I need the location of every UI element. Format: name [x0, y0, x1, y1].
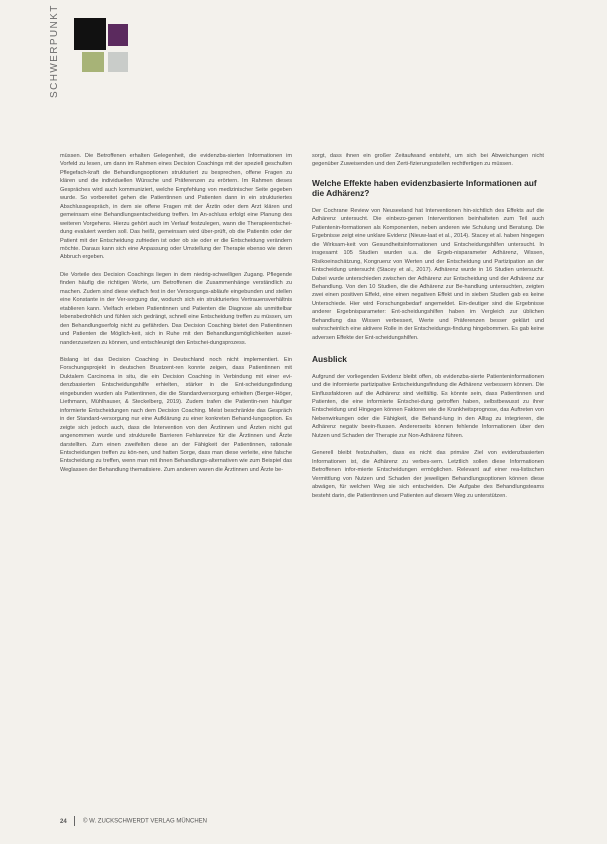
logo-square-purple [108, 24, 128, 46]
logo-square-green [82, 52, 104, 72]
logo-square-grey [108, 52, 128, 72]
footer-divider [74, 816, 75, 826]
publisher-credit: © W. ZUCKSCHWERDT VERLAG MÜNCHEN [83, 818, 208, 825]
body-paragraph: müssen. Die Betroffenen erhalten Gelegenheit, die evidenzba-sierten Informationen im Vorfeld zu lesen, um dann im Rahmen eines Decision Coachings mit der speziell geschulten Pflegefach-kraft die Behandlungsoptionen strukturiert zu besprechen, offene Fragen zu klären und die individuellen Wünsche und Präferenzen zu erörtern. Im Rahmen dieses Gespräches wird auch kommuniziert, welche Empfehlung von medizinischer Seite gegeben wurde. So vorbereitet gehen die Patientinnen und Patienten dann in ein strukturiertes Abschlussgespräch, in dem sie offene Fragen mit der Ärztin oder dem Arzt klären und gemeinsam eine Behandlungsentscheidung treffen. Im An-schluss erfolgt eine Planung des weiteren Vorgehens. Hierzu gehört auch im Verlauf festzulegen, wann die Therapieentschei-dung evaluiert werden soll. Das heißt, gemeinsam wird über-prüft, ob die Patientin oder der Patient mit der Entscheidung zufrieden ist oder ob sie oder er die Entscheidung verändern möchte. Daraus kann sich eine Anpassung oder Umstellung der Therapie ebenso wie deren Abbruch ergeben. [60, 153, 292, 261]
right-column [312, 152, 544, 509]
left-column [60, 152, 292, 483]
body-paragraph: sorgt, dass ihnen ein großer Zeitaufwand entsteht, um sich bei Abweichungen nicht gegenüber Zuweisenden und den Zerti-fizierungsstellen rechtfertigen zu müssen. [312, 153, 544, 168]
section-heading-outlook: Ausblick [312, 354, 347, 365]
body-paragraph: Aufgrund der vorliegenden Evidenz bleibt offen, ob evidenzba-sierte Patienteninformationen und die informierte partizipative Entscheidungsfindung die Adhärenz verbessern können. Die Einflussfaktoren auf die Adhärenz sind vielfältig. Es könnte sein, dass Patientinnen und Patienten, die eine informierte Entschei-dung getroffen haben, selbstbewusst zu ihrer Entscheidung und Hingegen können Faktoren wie die Krankheitsprognose, das Auftreten von Nebenwirkungen oder die Fähigkeit, die Behand-lung in den Alltag zu integrieren, die Adhärenz negativ beein-flussen. Andererseits können fehlende Informationen über den Nutzen und Schaden der Therapie zur Non-Adhärenz führen. [312, 373, 544, 439]
page-footer [60, 816, 207, 826]
body-paragraph: Der Cochrane Review von Neuseeland hat Interventionen hin-sichtlich des Effekts auf die Adhärenz untersucht. Die einbezo-genen Interventionen beinhalteten zum Teil auch Patientenin-formationen als Komponenten, neben anderen wie Schulung und Beratung. Die Ergebnisse zeigt eine unklare Evidenz (Nieuw-laat et al., 2014). Stacey et al. haben hingegen die Wirksam-keit von Gesundheitsinformationen und Entscheidungshilfen untersucht. In insgesamt 105 Studien wurden u.a. die Ergeb-nisparameter Adhärenz, Wissen, Risikoeinschätzung, Kongruenz von Werten und der Entscheidung und Partizipation an der Entscheidung untersucht (Stacey et al., 2017). Adhärenz wurde in 16 Studien untersucht. Dabei wurde unterschieden zwischen der Adhärenz zur Entscheidung und der Adhärenz zur Behandlung. Von den 10 Studien, die die Adhärenz zur Be-handlung untersuchten, zeigten zwei einen positiven Effekt, eine einen negativen Effekt und in sieben Studien gab es keine Unterschiede. Hier wird Forschungsbedarf angemeldet. Ein-deutiger sind die Ergebnisse anderer Ergebnisparameter: Ent-scheidungshilfen haben im Vergleich zur üblichen Behandlung das Wissen verbessert, Werte und Präferenzen besser geklärt und wahrscheinlich eine aktivere Rolle in der Entscheidungs-findung hingebommen. Es gab keine adversen Effekte der Ent-scheidungshilfen. [312, 207, 544, 341]
page-number: 24 [60, 818, 67, 825]
section-tag-label: SCHWERPUNKT [49, 4, 60, 98]
body-paragraph: Bislang ist das Decision Coaching in Deutschland noch nicht implementiert. Ein Forschungsprojekt in deutschen Brustzent-ren konnte zeigen, dass Patientinnen mit Duktalem Carcinoma in situ, die ein Decision Coaching in Verbindung mit einer evi-denzbasierten Entscheidungshilfe erhielten, stärker in die Ent-scheidungsfindung eingebunden wurden als Patientinnen, die die Standardversorgung erhielten (Berger-Höger, Liethmann, Mühlhauser, & Steckelberg, 2019). Zudem trafen die Patientin-nen häufiger informierte Entscheidungen nach dem Decision Coaching. Meist beschränkte das Gespräch in der Standard-versorgung nur eine Aufklärung zu einer konkreten Behand-lungsoption. Es zeigte sich jedoch auch, dass die Intervention von den Ärztinnen und Ärzten nicht gut angenommen wurde und strukturelle Barrieren Fehlanreize für die Ärztinnen und Ärzte darstellten. Zum einen zweifelten diese an der Fähigkeit der Patientinnen, rationale Entscheidungen treffen zu kön-nen, und hatten Sorge, dass man diese verleite, eine falsche Entscheidung zu treffen, wenn man mit ihnen Behandlungs-alternativen wie zum Beispiel das Weglassen der Behandlung thematisiere. Zum anderen waren die Ärztinnen und Ärzte be- [60, 356, 292, 473]
section-heading-adherence: Welche Effekte haben evidenzbasierte Informationen auf die Adhärenz? [312, 177, 537, 199]
logo-square-black [74, 18, 106, 50]
section-logo [74, 18, 130, 74]
section-tag [48, 4, 62, 98]
body-paragraph: Generell bleibt festzuhalten, dass es nicht das primäre Ziel von evidenzbasierten Informationen ist, die Adhärenz zu verbes-sern. Letztlich sollen diese Informationen Betroffenen infor-mierte Entscheidungen ermöglichen. Relevant auf einer rea-listischen Vermittlung von Nutzen und Schaden der jeweiligen Behandlungsoptionen können diese abwägen, für welchen Weg sie sich entscheiden. Die Aufgabe des Behandlungsteams besteht darin, die Patientinnen und Patienten auf diesem Weg zu unterstützen. [312, 450, 544, 499]
body-paragraph: Die Vorteile des Decision Coachings liegen in dem niedrig-schwelligen Zugang. Pflegende finden häufig die richtigen Worte, um Betroffenen die Zusammenhänge verständlich zu machen. Zudem sind diese vielfach fest in der Versorgungs-abläufe eingebunden und stellen eine Konstante in der Ver-sorgung dar, wodurch sich ein strukturiertes Vertrauensverhältnis etablieren kann. Vielfach erleben Patientinnen und Patienten die Diagnose als unmittelbar lebensbedrohlich und fühlen sich gedrängt, schnell eine Entscheidung treffen zu müssen, um den Behandlungserfolg nicht zu gefährden. Das Decision Coaching bietet den Patientinnen und Patienten die Möglich-keit, sich in Ruhe mit den Behandlungsmöglichkeiten ausei-nanderzusetzen zu können, und entschleunigt den Entschei-dungsprozess. [60, 271, 292, 346]
